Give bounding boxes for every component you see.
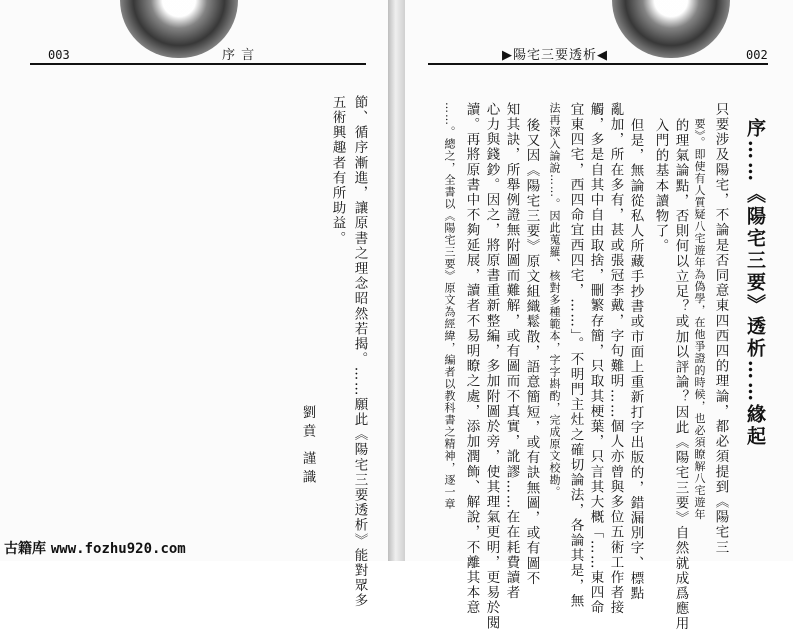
watermark-brand: 古籍库 [4,541,46,557]
left-page [0,0,388,561]
watermark-url[interactable]: www.fozhu920.com [50,541,186,557]
left-text-column-2: 五術興趣者有所助益。 [329,95,346,246]
left-header-rule [30,63,366,65]
right-text-column-3: 的理氣論點，否則何以立足？或加以評論？因此《陽宅三要》自然就成爲應用 [672,118,689,631]
preface-title: 序……《陽宅三要》透析……緣起 [744,118,766,448]
right-text-column-2: 要》。即使有人質疑八宅遊年為偽學，在他爭證的時候，也必須瞭解八宅遊年 [693,118,706,521]
right-text-column-5: 但是，無論從私人所藏手抄書或市面上重新打字出版的，錯漏別字、標點 [627,118,644,602]
right-text-column-14: ……。總之，全書以《陽宅三要》原文為經緯，編者以教科書之精神，逐一章 [443,102,456,510]
right-text-column-4: 入門的基本讀物了。 [652,118,669,254]
right-text-column-9: 法再深入論說……。因此蒐羅、核對多種範本，字字斟酌，完成原文校勘。 [548,102,561,498]
left-signature: 劉賁 謹識 [299,405,316,489]
left-page-number: 003 [48,48,70,62]
right-text-column-12: 心力與錢鈔。因之，將原書重新整編，多加附圖於旁，使其理氣更明，更易於閱 [483,102,500,631]
watermark-footer [4,538,186,558]
right-page-header: ▶陽宅三要透析◀ [502,48,608,63]
right-header-rule [428,63,768,65]
right-text-column-11: 知其訣，所舉例證無附圖而難解，或有圖而不真實，訛謬……在在耗費讀者 [503,102,520,601]
right-text-column-8: 宜東四宅，西四命宜西四宅，……」。不明門主灶之確切論法，各論其是，無 [567,102,584,609]
right-text-column-6: 亂加，所在多有，甚或張冠李戴，字句難明……個人亦曾與多位五術工作者接 [607,102,624,616]
left-page-header: 序 言 [222,48,256,63]
book-gutter [388,0,405,561]
left-text-column-1: 節、循序漸進，讓原書之理念昭然若揭。……願此《陽宅三要透析》能對眾多 [351,95,368,609]
right-text-column-10: 後又因《陽宅三要》原文組織鬆散，語意簡短，或有訣無圖，或有圖不 [523,118,540,587]
right-text-column-7: 觸，多是自其中自由取捨，刪繁存簡，只取其梗葉，只言其大概「……東四命 [587,102,604,616]
right-page-number: 002 [746,48,768,62]
right-text-column-1: 只要涉及陽宅，不論是否同意東四西四的理論，都必須提到《陽宅三 [712,102,729,555]
right-text-column-13: 讀。再將原書中不夠延展，讀者不易明瞭之處，添加潤飾、解說，不離其本意 [463,102,480,616]
